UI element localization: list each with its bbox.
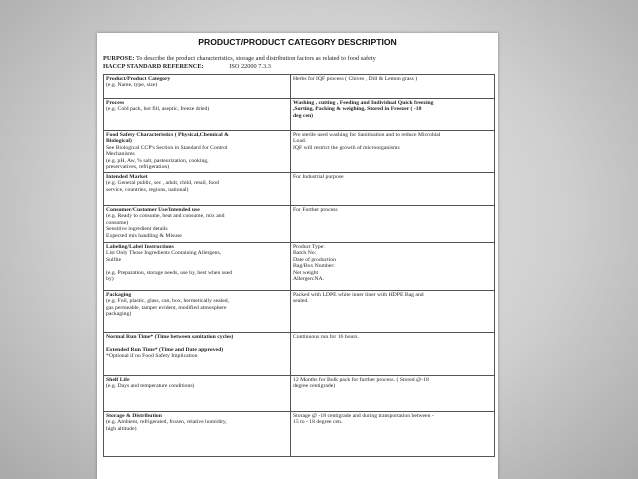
table-row bbox=[104, 206, 495, 243]
field-label-line: (e.g. Foil, plastic, glass, can, box, hermetically sealed, bbox=[106, 298, 230, 305]
field-label-cell bbox=[104, 75, 291, 99]
purpose-text: To describe the product characteristics, storage and distribution factors as related to food safety bbox=[135, 55, 376, 62]
field-label-cell bbox=[104, 333, 291, 376]
field-label-line: high altitude) bbox=[106, 425, 137, 432]
field-label-line: packaging) bbox=[106, 311, 132, 318]
table-row bbox=[104, 173, 495, 206]
field-label-cell bbox=[104, 291, 291, 333]
field-value-line: Load. bbox=[293, 138, 307, 145]
field-value-line: Batch No: bbox=[293, 250, 317, 257]
field-label-line: Sulfite bbox=[106, 256, 122, 263]
field-value-line: ,Sorting, Packing & weighing, Stored in Freezer ( -18 bbox=[293, 106, 422, 113]
purpose-line bbox=[103, 55, 495, 62]
field-label-line: service, countries, regions, national) bbox=[106, 186, 189, 193]
table-row bbox=[104, 376, 495, 412]
field-value-line: deg cen) bbox=[293, 112, 314, 119]
purpose-label: PURPOSE: bbox=[103, 55, 135, 62]
field-label-line: (e.g. pH, Aw, % salt, pasteurization, cooking, bbox=[106, 157, 209, 164]
field-value-cell bbox=[291, 206, 495, 243]
field-label-line: preservatives, refrigeration) bbox=[106, 164, 170, 171]
field-value-line: Date of production bbox=[293, 256, 336, 263]
field-label-cell bbox=[104, 412, 291, 457]
field-value-line: Continuous run for 16 hours. bbox=[293, 334, 359, 340]
table-row bbox=[104, 131, 495, 173]
field-label-line: Product/Product Category bbox=[106, 76, 171, 82]
field-label-line: Labeling/Label Instructions bbox=[106, 244, 174, 250]
field-label-cell bbox=[104, 243, 291, 291]
field-label-line: (e.g. Days and temperature conditions) bbox=[106, 383, 195, 390]
field-label-line: See Biological CCP's Section in Standard for Control bbox=[106, 144, 228, 151]
table-row bbox=[104, 291, 495, 333]
field-value-line: Packed with LDPE white inner liner with HDPE Bag and bbox=[293, 292, 424, 298]
field-value-line: Pre sterile used washing for Sanitisation and to reduce Microbial bbox=[293, 132, 441, 138]
field-label-line: (e.g. Ambient, refrigerated, frozen, relative humidity, bbox=[106, 419, 227, 426]
field-value-cell bbox=[291, 291, 495, 333]
field-value-cell bbox=[291, 376, 495, 412]
table-row bbox=[104, 99, 495, 131]
field-value-line: degree centigrade) bbox=[293, 383, 336, 390]
table-row bbox=[104, 333, 495, 376]
table-row bbox=[104, 243, 495, 291]
description-table bbox=[103, 74, 495, 457]
field-value-line: For Industrial purpose bbox=[293, 174, 344, 180]
field-label-line: Storage & Distribution bbox=[106, 413, 162, 419]
haccp-line bbox=[103, 63, 495, 70]
field-label-line: Normal Run Time* (Time between sanitation cycles) bbox=[106, 334, 234, 340]
haccp-label: HACCP STANDARD REFERENCE: bbox=[103, 63, 204, 70]
table-row bbox=[104, 412, 495, 457]
field-value-line: Allergen:NA. bbox=[293, 276, 325, 283]
field-label-line: Food Safety Characteristics ( Physical,Chemical & bbox=[106, 132, 229, 138]
field-value-cell bbox=[291, 173, 495, 206]
field-label-line: (e.g. Cold pack, hot fill, aseptic, freeze dried) bbox=[106, 106, 210, 113]
field-label-line: Mechanisms bbox=[106, 151, 135, 158]
haccp-value: ISO 22000 7.3.3 bbox=[229, 63, 271, 70]
field-value-cell bbox=[291, 412, 495, 457]
field-label-line: List Only Those Ingredients Containing Allergens, bbox=[106, 250, 222, 257]
field-label-line: Intended Market bbox=[106, 174, 148, 180]
field-label-line: Biological) bbox=[106, 138, 132, 145]
field-label-cell bbox=[104, 131, 291, 173]
field-value-cell bbox=[291, 333, 495, 376]
document-page bbox=[97, 33, 498, 479]
field-value-line: For Further process bbox=[293, 207, 338, 213]
field-value-line: 12 Months for Bulk pack for further process. ( Stored @-18 bbox=[293, 377, 429, 383]
field-label-line: Consumer/Customer Use/Intended use bbox=[106, 207, 200, 213]
field-label-line: Expected mis handling & Misuse bbox=[106, 232, 182, 239]
field-label-line: Packaging bbox=[106, 292, 132, 298]
field-label-cell bbox=[104, 206, 291, 243]
field-label-cell bbox=[104, 99, 291, 131]
field-label-line: consume) bbox=[106, 219, 129, 226]
field-value-line: Net weight bbox=[293, 269, 319, 276]
field-value-line: 15 to - 18 degree cen. bbox=[293, 419, 343, 426]
field-label-line: Sensitive ingredient details bbox=[106, 226, 168, 233]
field-label-line: (e.g. Preparation, storage needs, use by, best when used bbox=[106, 269, 233, 276]
field-value-line: Herbs for IQF process ( Chives , Dill & Lemon grass ) bbox=[293, 76, 418, 82]
field-label-line: gas permeable, tamper evident, modified atmosphere bbox=[106, 304, 227, 311]
field-label-line: *Optional if no Food Safety Implication bbox=[106, 353, 198, 360]
field-value-line: Product Type: bbox=[293, 244, 325, 250]
field-label-line: (e.g. Name, type, size) bbox=[106, 82, 158, 89]
field-label-line: (e.g. Ready to consume, heat and consume, mix and bbox=[106, 213, 225, 220]
field-label-line: Process bbox=[106, 100, 125, 106]
field-value-cell bbox=[291, 243, 495, 291]
field-value-line: sealed. bbox=[293, 298, 309, 305]
field-value-cell bbox=[291, 99, 495, 131]
field-value-line: Storage @ -18 centigrade and during transportation between - bbox=[293, 413, 434, 419]
field-value-line: Bag/Box Number: bbox=[293, 263, 335, 270]
field-label-line: (e.g. General public, sec , adult, child, retail, food bbox=[106, 180, 219, 187]
field-value-cell bbox=[291, 75, 495, 99]
field-label-line: Extended Run Time* (Time and Date approved) bbox=[106, 346, 224, 353]
field-value-line: Washing , cutting , Feeding and Individual Quick freezing bbox=[293, 100, 434, 106]
field-label-cell bbox=[104, 173, 291, 206]
field-value-line: IQF will restrict the growth of microorganisms bbox=[293, 144, 400, 151]
table-row bbox=[104, 75, 495, 99]
field-label-line: by) bbox=[106, 276, 114, 283]
document-title: PRODUCT/PRODUCT CATEGORY DESCRIPTION bbox=[198, 37, 397, 47]
field-label-line: Shelf Life bbox=[106, 377, 130, 383]
field-value-cell bbox=[291, 131, 495, 173]
field-label-cell bbox=[104, 376, 291, 412]
